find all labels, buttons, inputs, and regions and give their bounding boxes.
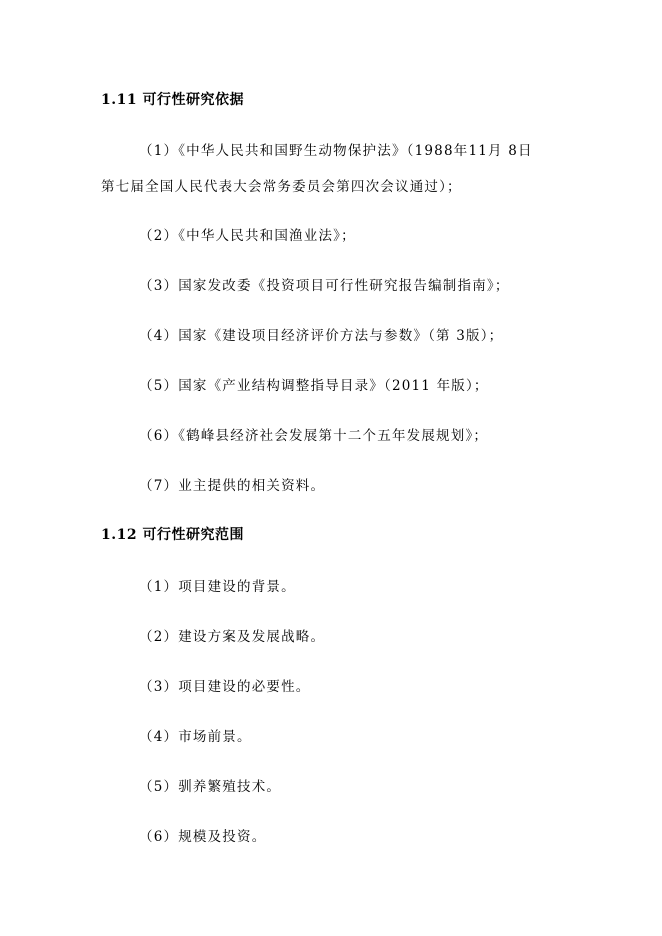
section-heading-1-12: 1.12 可行性研究范围 [101,527,244,543]
scope-item-4: （4）市场前景。 [139,729,252,745]
basis-item-2: （2）《中华人民共和国渔业法》； [139,228,356,244]
basis-item-4: （4）国家《建设项目经济评价方法与参数》（第 3版）； [139,328,504,344]
basis-item-1-continued: 第七届全国人民代表大会常务委员会第四次会议通过）； [101,179,462,195]
basis-item-6: （6）《鹤峰县经济社会发展第十二个五年发展规划》； [139,428,489,444]
scope-item-1: （1）项目建设的背景。 [139,579,296,595]
scope-item-5: （5）驯养繁殖技术。 [139,779,282,795]
scope-item-3: （3）项目建设的必要性。 [139,679,311,695]
basis-item-7: （7）业主提供的相关资料。 [139,478,326,494]
section-heading-1-11: 1.11 可行性研究依据 [101,92,244,108]
scope-item-6: （6）规模及投资。 [139,829,267,845]
scope-item-2: （2）建设方案及发展战略。 [139,629,326,645]
basis-item-1: （1）《中华人民共和国野生动物保护法》（1988年11月 8日 [139,143,533,159]
basis-item-3: （3）国家发改委《投资项目可行性研究报告编制指南》； [139,278,510,294]
basis-item-5: （5）国家《产业结构调整指导目录》（2011 年版）； [139,378,489,394]
